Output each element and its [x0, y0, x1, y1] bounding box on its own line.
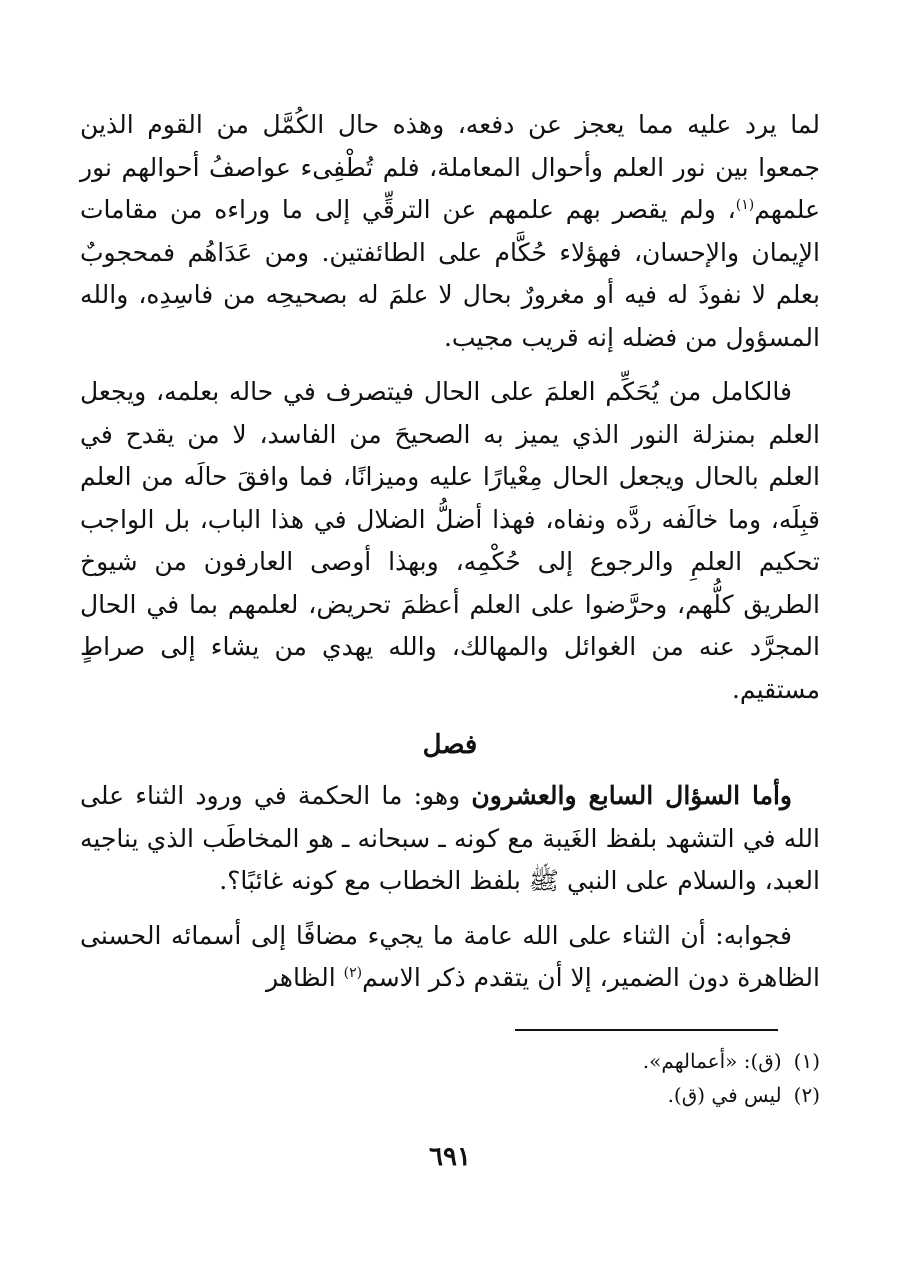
paragraph-3-text: وهو: ما الحكمة في ورود الثناء على الله في التشهد بلفظ الغَيبة مع كونه ـ سبحانه ـ هو المخاطَب الذي يناجيه العبد، والسلام على النبي ﷺ بلفظ الخطاب مع كونه غائبًا؟.	[80, 781, 820, 895]
paragraph-1	[80, 104, 820, 359]
footnote-1-text: (ق): «أعمالهم».	[642, 1049, 782, 1073]
footnote-divider	[515, 1029, 778, 1031]
footnote-1	[80, 1044, 820, 1078]
footnote-ref-1[interactable]: (١)	[735, 197, 755, 213]
page-number: ٦٩١	[429, 1142, 471, 1172]
paragraph-3	[80, 775, 820, 903]
paragraph-1-text-b: ، ولم يقصر بهم علمهم عن الترقِّي إلى ما وراءه من مقامات الإيمان والإحسان، فهؤلاء حُكَّام على الطائفتين. ومن عَدَاهُم فمحجوبٌ بعلم لا نفوذَ له فيه أو مغرورٌ بحال لا علمَ له بصحيحِه من فاسِدِه، والله المسؤول من فضله إنه قريب مجيب.	[80, 195, 820, 352]
footnote-1-number: (١)	[793, 1049, 820, 1073]
paragraph-2: فالكامل من يُحَكِّم العلمَ على الحال فيتصرف في حاله بعلمه، ويجعل العلم بمنزلة النور الذي يميز به الصحيحَ من الفاسد، لا من يقدح في العلم بالحال ويجعل الحال مِعْيارًا عليه وميزانًا، فما وافقَ حالَه من العلم قبِلَه، وما خالَفه ردَّه ونفاه، فهذا أضلُّ الضلال في هذا الباب، بل الواجب تحكيم العلمِ والرجوع إلى حُكْمِه، وبهذا أوصى العارفون من شيوخ الطريق كلُّهم، وحرَّضوا على العلم أعظمَ تحريض، لعلمهم بما في الحال المجرَّد عنه من الغوائل والمهالك، والله يهدي من يشاء إلى صراطٍ مستقيم.	[80, 377, 820, 704]
page-body	[80, 104, 820, 1000]
paragraph-1-text-a: لما يرد عليه مما يعجز عن دفعه، وهذه حال الكُمَّل من القوم الذين جمعوا بين نور العلم وأحوال المعاملة، فلم تُطْفِىء عواصفُ أحوالهم نور علمهم	[80, 110, 820, 224]
section-heading: فصل	[422, 730, 478, 760]
paragraph-4	[80, 915, 820, 1000]
question-title: وأما السؤال السابع والعشرون	[471, 781, 793, 810]
paragraph-4-text-b: الظاهر	[265, 963, 344, 992]
footnote-2	[80, 1078, 820, 1112]
paragraph-4-text-a: فجوابه: أن الثناء على الله عامة ما يجيء مضافًا إلى أسمائه الحسنى الظاهرة دون الضمير، إلا أن يتقدم ذكر الاسم	[80, 920, 820, 992]
footnote-2-text: ليس في (ق).	[667, 1083, 782, 1107]
footnote-2-number: (٢)	[793, 1083, 820, 1107]
footnote-ref-2[interactable]: (٢)	[343, 965, 363, 981]
footnotes	[80, 1044, 820, 1112]
